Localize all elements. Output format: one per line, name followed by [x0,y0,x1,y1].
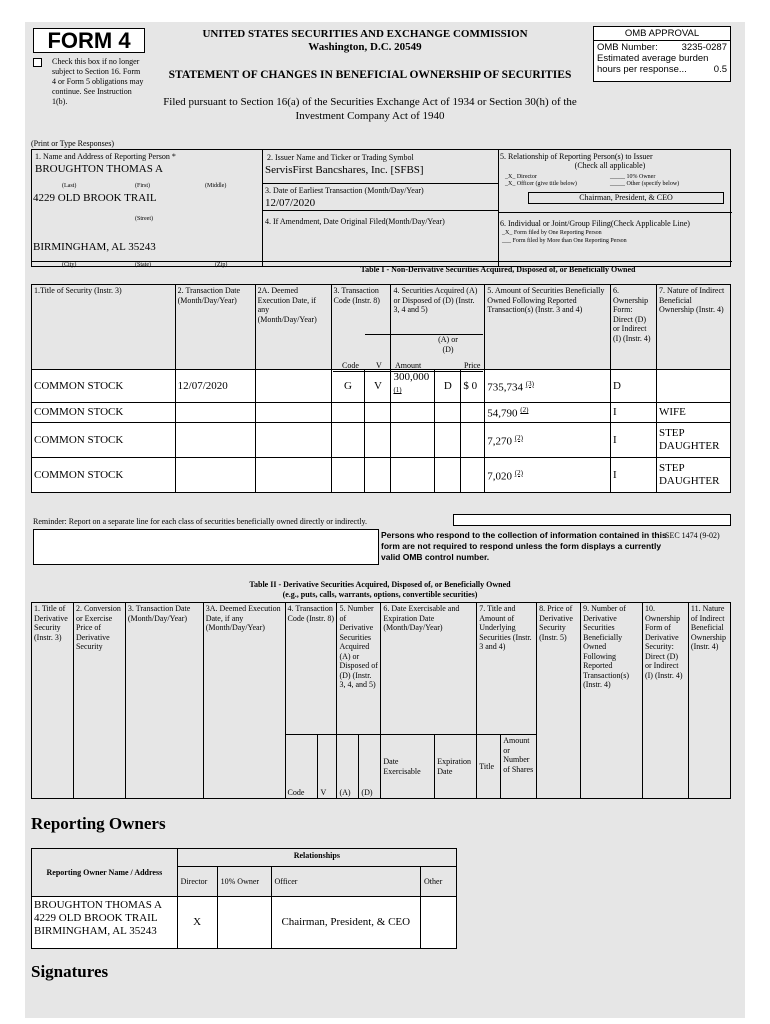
t1-row2-owned [485,403,611,423]
table1-title: Table I - Non-Derivative Securities Acquired, Disposed of, or Beneficially Owned [360,265,636,274]
director-option[interactable]: _X_ Director [505,174,537,180]
t2-col9-header: 9. Number of Derivative Securities Beneficially Owned Following Reported Transaction(s) (Instr. 4) [581,603,643,799]
t1-row1-amount-footnote[interactable]: (1) [393,386,402,395]
t1-row1-deemed [255,370,331,403]
t1-ad-label: (A) or (D) [438,335,458,354]
owner-director-mark: X [177,897,217,949]
t1-row1-nature [656,370,730,403]
t2-title-label: Title [477,735,501,799]
t1-row1-v: V [365,370,391,403]
table2-subtitle: (e.g., puts, calls, warrants, options, convertible securities) [282,590,478,599]
state-label: (State) [135,262,151,268]
t1-col7-header: 7. Nature of Indirect Beneficial Ownership (Instr. 4) [656,285,730,370]
t1-row4-date [175,458,255,493]
owner-name-cell [32,897,178,949]
t1-row2-form: I [610,403,656,423]
director-header: Director [177,867,217,897]
reporting-owners-heading: Reporting Owners [31,814,166,833]
t1-row1-owned-footnote[interactable]: (3) [525,379,534,388]
t1-row2-owned-value: 54,790 [487,407,518,420]
box6-label: 6. Individual or Joint/Group Filing(Check Applicable Line) [500,219,690,228]
t1-row1-ad: D [435,370,461,403]
t1-row1-owned-value: 735,734 [487,381,524,394]
t2-col8-header: 8. Price of Derivative Security (Instr. 5) [537,603,581,799]
omb-hours-value: 0.5 [713,64,727,75]
omb-notice: Persons who respond to the collection of information contained in this form are not required to respond unless the form displays a currently valid OMB control number. [381,530,667,562]
t1-row4-amount [391,458,435,493]
t1-col3-header: 3. Transaction Code (Instr. 8) [331,285,391,370]
t2-col10-header: 10. Ownership Form of Derivative Security: Direct (D) or Indirect (I) (Instr. 4) [642,603,688,799]
box2-label: 2. Issuer Name and Ticker or Trading Symbol [267,153,414,162]
street-address: 4229 OLD BROOK TRAIL [33,192,157,204]
statement-title: STATEMENT OF CHANGES IN BENEFICIAL OWNERSHIP OF SECURITIES [168,69,572,81]
owner-ten-pct [217,897,271,949]
t2-col5-header: 5. Number of Derivative Securities Acquired (A) or Disposed of (D) (Instr. 3, 4, and 5) [337,603,381,735]
table2-title: Table II - Derivative Securities Acquired, Disposed of, or Beneficially Owned [249,580,511,589]
t2-col2-header: 2. Conversion or Exercise Price of Derivative Security [73,603,125,799]
t1-row3-code [331,423,365,458]
t2-col4-header: 4. Transaction Code (Instr. 8) [285,603,337,735]
t1-row2-nature: WIFE [656,403,730,423]
city-state-zip: BIRMINGHAM, AL 35243 [33,241,156,253]
t1-row2-owned-footnote[interactable]: (2) [520,406,529,415]
t1-row3-date [175,423,255,458]
t1-row1-amount [391,370,435,403]
box5-label: 5. Relationship of Reporting Person(s) to Issuer [500,152,653,161]
t1-v-label: V [376,361,382,370]
first-label: (First) [135,183,150,189]
t1-col2a-header: 2A. Deemed Execution Date, if any (Month/Day/Year) [255,285,331,370]
form-page [25,22,745,1018]
t1-col5-header: 5. Amount of Securities Beneficially Owned Following Reported Transaction(s) (Instr. 3 and 4) [485,285,611,370]
other-header: Other [421,867,457,897]
form-title: FORM 4 [33,28,145,53]
box5-check-all: (Check all applicable) [574,161,646,170]
zip-label: (Zip) [215,262,228,268]
omb-approval-box [593,26,731,82]
t1-col1-header: 1.Title of Security (Instr. 3) [32,285,176,370]
t2-amount-shares-label: Amount or Number of Shares [501,735,537,799]
t1-row4-security: COMMON STOCK [32,458,176,493]
t1-row4-owned-value: 7,020 [487,470,513,483]
officer-title: Chairman, President, & CEO [528,192,724,204]
t2-a-label: (A) [337,735,359,799]
omb-hours-row [594,64,730,75]
t1-price-label: Price [464,361,481,370]
t1-row4-price [461,458,485,493]
filed-pursuant: Filed pursuant to Section 16(a) of the Securities Exchange Act of 1934 or Section 30(h) of the Investment Company Act of 1940 [163,96,577,122]
t1-row3-owned-footnote[interactable]: (2) [514,433,523,442]
t1-row3-form: I [610,423,656,458]
t1-row3-ad [435,423,461,458]
t2-expiration-label: Expiration Date [435,735,477,799]
issuer-name: ServisFirst Bancshares, Inc. [SFBS] [265,164,424,176]
blank-box [33,529,379,565]
omb-number-row [594,41,730,53]
agency-name: UNITED STATES SECURITIES AND EXCHANGE COMMISSION [202,28,528,40]
t1-row2-v [365,403,391,423]
t2-col7-header: 7. Title and Amount of Underlying Securities (Instr. 3 and 4) [477,603,537,735]
t1-row4-nature: STEP DAUGHTER [656,458,730,493]
box3-label: 3. Date of Earliest Transaction (Month/Day/Year) [265,186,424,195]
signatures-heading: Signatures [31,962,109,981]
table2 [31,602,731,799]
omb-hours-label: hours per response... [597,64,687,75]
agency-location: Washington, D.C. 20549 [308,41,422,53]
t2-d-label: (D) [359,735,381,799]
t2-col6-header: 6. Date Exercisable and Expiration Date (Month/Day/Year) [381,603,477,735]
t1-row3-nature: STEP DAUGHTER [656,423,730,458]
t1-row2-deemed [255,403,331,423]
t1-col6-header: 6. Ownership Form: Direct (D) or Indirect (I) (Instr. 4) [610,285,656,370]
t1-col2-header: 2. Transaction Date (Month/Day/Year) [175,285,255,370]
t2-col3a-header: 3A. Deemed Execution Date, if any (Month/Day/Year) [203,603,285,799]
t1-row2-date [175,403,255,423]
t1-row4-form: I [610,458,656,493]
t1-row3-amount [391,423,435,458]
t1-row1-price: $ 0 [461,370,485,403]
omb-title: OMB APPROVAL [594,27,730,41]
t1-row1-amount-value: 300,000 [393,371,430,384]
table1 [31,284,731,493]
t1-row1-form: D [610,370,656,403]
t1-row3-v [365,423,391,458]
officer-header: Officer [271,867,421,897]
t1-row1-owned [485,370,611,403]
multi-person-option[interactable]: ___ Form filed by More than One Reporting Person [502,238,627,244]
print-or-type: (Print or Type Responses) [31,139,115,148]
owner-officer-title: Chairman, President, & CEO [271,897,421,949]
t1-row2-code [331,403,365,423]
owner-street: 4229 OLD BROOK TRAIL [34,912,158,924]
officer-option[interactable]: _X_ Officer (give title below) [505,181,577,187]
t1-row4-owned-footnote[interactable]: (2) [514,468,523,477]
t1-row4-owned [485,458,611,493]
omb-number-label: OMB Number: [597,42,658,53]
relationships-header: Relationships [177,849,456,867]
earliest-transaction-date: 12/07/2020 [265,197,316,209]
t1-row4-v [365,458,391,493]
t1-row4-ad [435,458,461,493]
reminder-text: Reminder: Report on a separate line for each class of securities beneficially owned directly or indirectly. [33,517,368,526]
box4-label: 4. If Amendment, Date Original Filed(Month/Day/Year) [265,217,445,226]
t2-col1-header: 1. Title of Derivative Security (Instr. 3) [32,603,74,799]
middle-label: (Middle) [205,183,227,189]
reminder-box [453,514,731,526]
owner-city: BIRMINGHAM, AL 35243 [34,925,157,937]
t1-row3-security: COMMON STOCK [32,423,176,458]
t2-col3-header: 3. Transaction Date (Month/Day/Year) [125,603,203,799]
owner-name-header: Reporting Owner Name / Address [32,849,178,897]
reporting-owners-table [31,848,457,949]
t1-row2-price [461,403,485,423]
ten-pct-owner-header: 10% Owner [217,867,271,897]
ten-percent-option[interactable]: _____ 10% Owner [610,174,656,180]
street-label: (Street) [135,216,153,222]
t1-col4-header: 4. Securities Acquired (A) or Disposed of (D) (Instr. 3, 4 and 5) [391,285,485,370]
t1-row3-deemed [255,423,331,458]
t2-col11-header: 11. Nature of Indirect Beneficial Ownership (Instr. 4) [688,603,730,799]
t1-row4-code [331,458,365,493]
t1-row2-security: COMMON STOCK [32,403,176,423]
reporting-person-name: BROUGHTON THOMAS A [35,163,163,175]
owner-name: BROUGHTON THOMAS A [34,899,162,911]
t1-row2-amount [391,403,435,423]
t1-row1-date: 12/07/2020 [175,370,255,403]
last-label: (Last) [62,183,77,189]
sec-form-number: SEC 1474 (9-02) [665,531,720,540]
other-option[interactable]: _____ Other (specify below) [610,181,680,187]
t2-v-label: V [318,735,337,799]
omb-number-value: 3235-0287 [681,42,727,53]
section16-checkbox[interactable] [33,58,42,67]
t1-row1-security: COMMON STOCK [32,370,176,403]
t1-row2-ad [435,403,461,423]
t1-row3-price [461,423,485,458]
t2-date-exercisable-label: Date Exercisable [381,735,435,799]
t1-row1-code: G [331,370,365,403]
t1-amount-label: Amount [395,361,422,370]
t1-row4-deemed [255,458,331,493]
city-label: (City) [62,262,77,268]
section16-text: Check this box if no longer subject to Section 16. Form 4 or Form 5 obligations may continue. See Instruction 1(b). [52,57,144,106]
omb-burden-label: Estimated average burden [597,53,709,64]
t1-code-label: Code [342,361,359,370]
t2-code-label: Code [285,735,318,799]
t1-row3-owned [485,423,611,458]
one-person-option[interactable]: _X_ Form filed by One Reporting Person [502,230,602,236]
box1-label: 1. Name and Address of Reporting Person * [35,152,176,161]
t1-row3-owned-value: 7,270 [487,435,513,448]
owner-other [421,897,457,949]
